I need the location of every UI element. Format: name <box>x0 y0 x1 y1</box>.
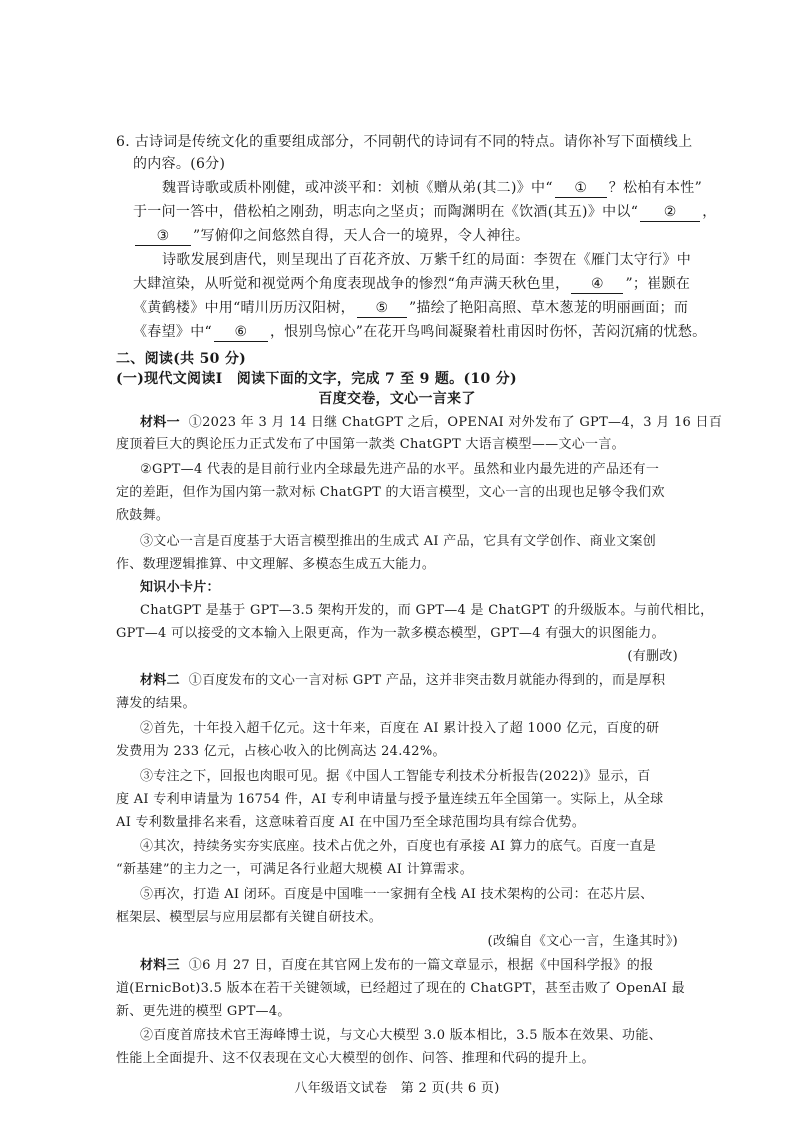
m3-p1-line1: 材料三 ①6 月 27 日，百度在其官网上发布的一篇文章显示，根据《中国科学报》的报 <box>140 958 654 973</box>
m2-p2-line2: 发费用为 233 亿元，占核心收入的比例高达 24.42%。 <box>116 744 446 759</box>
q6-p2-line4: 《春望》中“ ⑥ ，恨别鸟惊心”在花开鸟鸣间凝聚着杜甫因时伤怀，苦闷沉痛的忧愁。 <box>133 324 707 340</box>
m3-p2-line2: 性能上全面提升、这不仅表现在文心大模型的创作、问答、推理和代码的提升上。 <box>116 1051 595 1066</box>
m1-p3-line2: 作、数理逻辑推算、中文理解、多模态生成五大能力。 <box>116 557 436 572</box>
article-title: 百度交卷，文心一言来了 <box>318 391 476 407</box>
blank-5: ⑤ <box>357 299 407 318</box>
m2-p2-line1: ②首先，十年投入超千亿元。这十年来，百度在 AI 累计投入了超 1000 亿元，百度的研 <box>140 721 660 736</box>
m1-p2-line3: 欣鼓舞。 <box>116 508 170 523</box>
m3-p1-line2: 道(ErnicBot)3.5 版本在若干关键领域，已经超过了现在的 ChatGPT，甚至击败了 OpenAI 最 <box>116 981 685 996</box>
q6-p2-line2: 大肆渲染，从听觉和视觉两个角度表现战争的惨烈“角声满天秋色里， ④ ”；崔颢在 <box>133 276 691 292</box>
m1-p3-line1: ③文心一言是百度基于大语言模型推出的生成式 AI 产品，它具有文学创作、商业文案创 <box>140 534 657 549</box>
m2-source-note: (改编自《文心一言，生逢其时》) <box>487 934 678 949</box>
material-1-label: 材料一 <box>140 415 180 430</box>
section-subheading: (一)现代文阅读Ⅰ 阅读下面的文字，完成 7 至 9 题。(10 分) <box>116 371 517 387</box>
blank-2: ② <box>640 203 700 222</box>
m2-p3-line2: 度 AI 专利申请量为 16754 件，AI 专利申请量与授予量连续五年全国第一。实际上，从全球 <box>116 792 664 807</box>
m2-p5-line1: ⑤再次，打造 AI 闭环。百度是中国唯一一家拥有全栈 AI 技术架构的公司：在芯片层、 <box>140 887 654 902</box>
m2-p4-line2: “新基建”的主力之一，可满足各行业超大规模 AI 计算需求。 <box>116 862 474 877</box>
m2-p5-line2: 框架层、模型层与应用层都有关键自研技术。 <box>116 910 383 925</box>
m2-p1-line1: 材料二 ①百度发布的文心一言对标 GPT 产品，这并非突击数月就能办得到的，而是厚积 <box>140 673 666 688</box>
m1-p2-line2: 定的差距，但作为国内第一款对标 ChatGPT 的大语言模型，文心一言的出现也足够令我们欢 <box>116 485 665 500</box>
material-3-label: 材料三 <box>140 958 180 973</box>
m1-p1-line2: 度顶着巨大的舆论压力正式发布了中国第一款类 ChatGPT 大语言模型——文心一言。 <box>116 437 625 452</box>
knowledge-card-line2: GPT—4 可以接受的文本输入上限更高，作为一款多模态模型，GPT—4 有强大的识图能力。 <box>116 626 665 641</box>
q6-p2-line1: 诗歌发展到唐代，则呈现出了百花齐放、万紫千红的局面：李贺在《雁门太守行》中 <box>162 252 692 268</box>
q6-p2-line3: 《黄鹤楼》中用“晴川历历汉阳树， ⑤ ”描绘了艳阳高照、草木葱茏的明丽画面；而 <box>133 300 689 316</box>
m1-source-note: (有删改) <box>627 649 678 664</box>
blank-1: ① <box>555 179 607 198</box>
blank-3: ③ <box>135 227 191 246</box>
blank-6: ⑥ <box>214 323 268 342</box>
m3-p1-line3: 新、更先进的模型 GPT—4。 <box>116 1004 291 1019</box>
m2-p4-line1: ④其次，持续务实夯实底座。技术占优之外，百度也有承接 AI 算力的底气。百度一直是 <box>140 839 657 854</box>
knowledge-card-title: 知识小卡片： <box>140 580 220 595</box>
knowledge-card-line1: ChatGPT 是基于 GPT—3.5 架构开发的，而 GPT—4 是 ChatGPT 的升级版本。与前代相比， <box>140 603 714 618</box>
m1-p1-line1: 材料一 ①2023 年 3 月 14 日继 ChatGPT 之后，OPENAI 对外发布了 GPT—4，3 月 16 日百 <box>140 415 723 430</box>
m2-p1-line2: 薄发的结果。 <box>116 696 196 711</box>
m3-p2-line1: ②百度首席技术官王海峰博士说，与文心大模型 3.0 版本相比，3.5 版本在效果、功能、 <box>140 1028 662 1043</box>
q6-p1-line3: ③ ”写俯仰之间悠然自得，天人合一的境界，令人神往。 <box>133 225 529 247</box>
section-heading: 二、阅读(共 50 分) <box>116 351 247 367</box>
m2-p3-line3: AI 专利数量排名来看，这意味着百度 AI 在中国乃至全球范围均具有综合优势。 <box>116 815 586 830</box>
m1-p2-line1: ②GPT—4 代表的是目前行业内全球最先进产品的水平。虽然和业内最先进的产品还有一 <box>140 462 660 477</box>
page-footer: 八年级语文试卷 第 2 页(共 6 页) <box>294 1081 500 1096</box>
q6-stem-line1: 6. 古诗词是传统文化的重要组成部分，不同朝代的诗词有不同的特点。请你补写下面横线上 <box>116 134 693 150</box>
q6-p1-line1: 魏晋诗歌或质朴刚健，或冲淡平和：刘桢《赠从弟(其二)》中“ ① ？松柏有本性” <box>162 180 703 196</box>
q6-p1-line2: 于一问一答中，借松柏之刚劲，明志向之坚贞；而陶渊明在《饮酒(其五)》中以“ ② ， <box>133 204 717 220</box>
blank-4: ④ <box>571 275 623 294</box>
m2-p3-line1: ③专注之下，回报也肉眼可见。据《中国人工智能专利技术分析报告(2022)》显示，百 <box>140 769 651 784</box>
material-2-label: 材料二 <box>140 673 180 688</box>
q6-stem-line2: 的内容。(6分) <box>133 156 226 172</box>
